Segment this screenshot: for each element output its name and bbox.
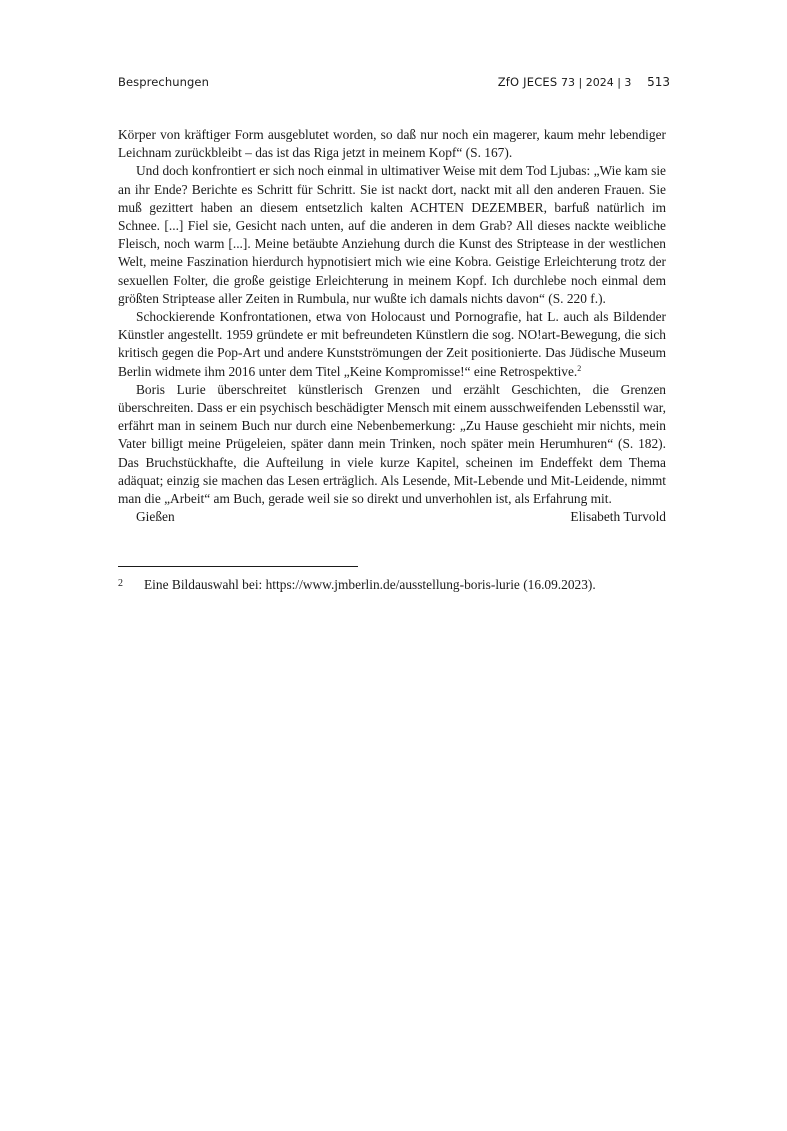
page-number: 513 (647, 75, 670, 89)
article-body (118, 126, 666, 526)
footnote-text[interactable]: Eine Bildauswahl bei: https://www.jmberlin.de/ausstellung-boris-lurie (16.09.2023). (144, 577, 596, 592)
footnote-reference[interactable]: 2 (577, 363, 582, 373)
paragraph-4: Boris Lurie überschreitet künstlerisch Grenzen und erzählt Geschichten, die Grenzen überschreiten. Dass er ein psychisch beschädigter Mensch mit einem ausschweifenden Lebensstil war, erfährt man in seinem Buch nur durch eine Nebenbemerkung: „Zu Hause geschieht mir nichts, mein Vater billigt meine Prügeleien, später dann mein Trinken, noch später mein Herumhuren“ (S. 182). Das Bruchstückhafte, die Aufteilung in viele kurze Kapitel, scheinen im Endeffekt dem Thema adäquat; einzig sie machen das Lesen erträglich. Als Lesende, Mit-Lebende und Mit-Leidende, nimmt man die „Arbeit“ am Buch, gerade weil sie so direkt und unverhohlen ist, als Erfahrung mit. (118, 381, 666, 507)
section-title: Besprechungen (118, 75, 209, 89)
footnote-number: 2 (118, 578, 123, 589)
paragraph-3 (118, 308, 666, 381)
signature-author: Elisabeth Turvold (570, 509, 666, 525)
issue-number: 73 | 2024 | 3 (561, 76, 632, 89)
journal-info (498, 75, 670, 89)
footnote-divider (118, 566, 358, 567)
review-signature (118, 508, 666, 526)
running-header (118, 75, 670, 93)
signature-place: Gießen (136, 509, 175, 525)
footnote (118, 575, 666, 594)
paragraph-2: Und doch konfrontiert er sich noch einmal in ultimativer Weise mit dem Tod Ljubas: „Wie kam sie an ihr Ende? Berichte es Schritt für Schritt. Sie ist nackt dort, nackt mit all den anderen Frauen. Sie muß gezittert haben an diesem entsetzlich kalten ACHTEN DEZEMBER, barfuß natürlich im Schnee. [...] Fiel sie, Gesicht nach unten, auf die anderen in dem Grab? All dieses nackte weibliche Fleisch, noch warm [...]. Meine betäubte Anziehung durch die Kunst des Striptease in der westlichen Welt, meine Faszination hierdurch hypnotisiert mich wie eine Kobra. Geistige Erleichterung trotz der sexuellen Folter, die große geistige Erleichterung in meinem Kopf. Ich durchlebe noch einmal dem größten Striptease aller Zeiten in Rumbula, nur wußte ich damals nichts davon“ (S. 220 f.). (118, 163, 666, 306)
journal-name: ZfO JECES (497, 75, 558, 89)
paragraph-3-text: Schockierende Konfrontationen, etwa von Holocaust und Pornografie, hat L. auch als Bildender Künstler angestellt. 1959 gründete er mit befreundeten Künstlern die sog. NO!art-Bewegung, die sich kritisch gegen die Pop-Art und andere Kunstströmungen der Zeit positionierte. Das Jüdische Museum Berlin widmete ihm 2016 unter dem Titel „Keine Kompromisse!“ eine Retrospektive. (118, 309, 666, 379)
paragraph-1: Körper von kräftiger Form ausgeblutet worden, so daß nur noch ein magerer, kaum mehr lebendiger Leichnam zurückbleibt – das ist das Riga jetzt in meinem Kopf“ (S. 167). (118, 127, 666, 161)
